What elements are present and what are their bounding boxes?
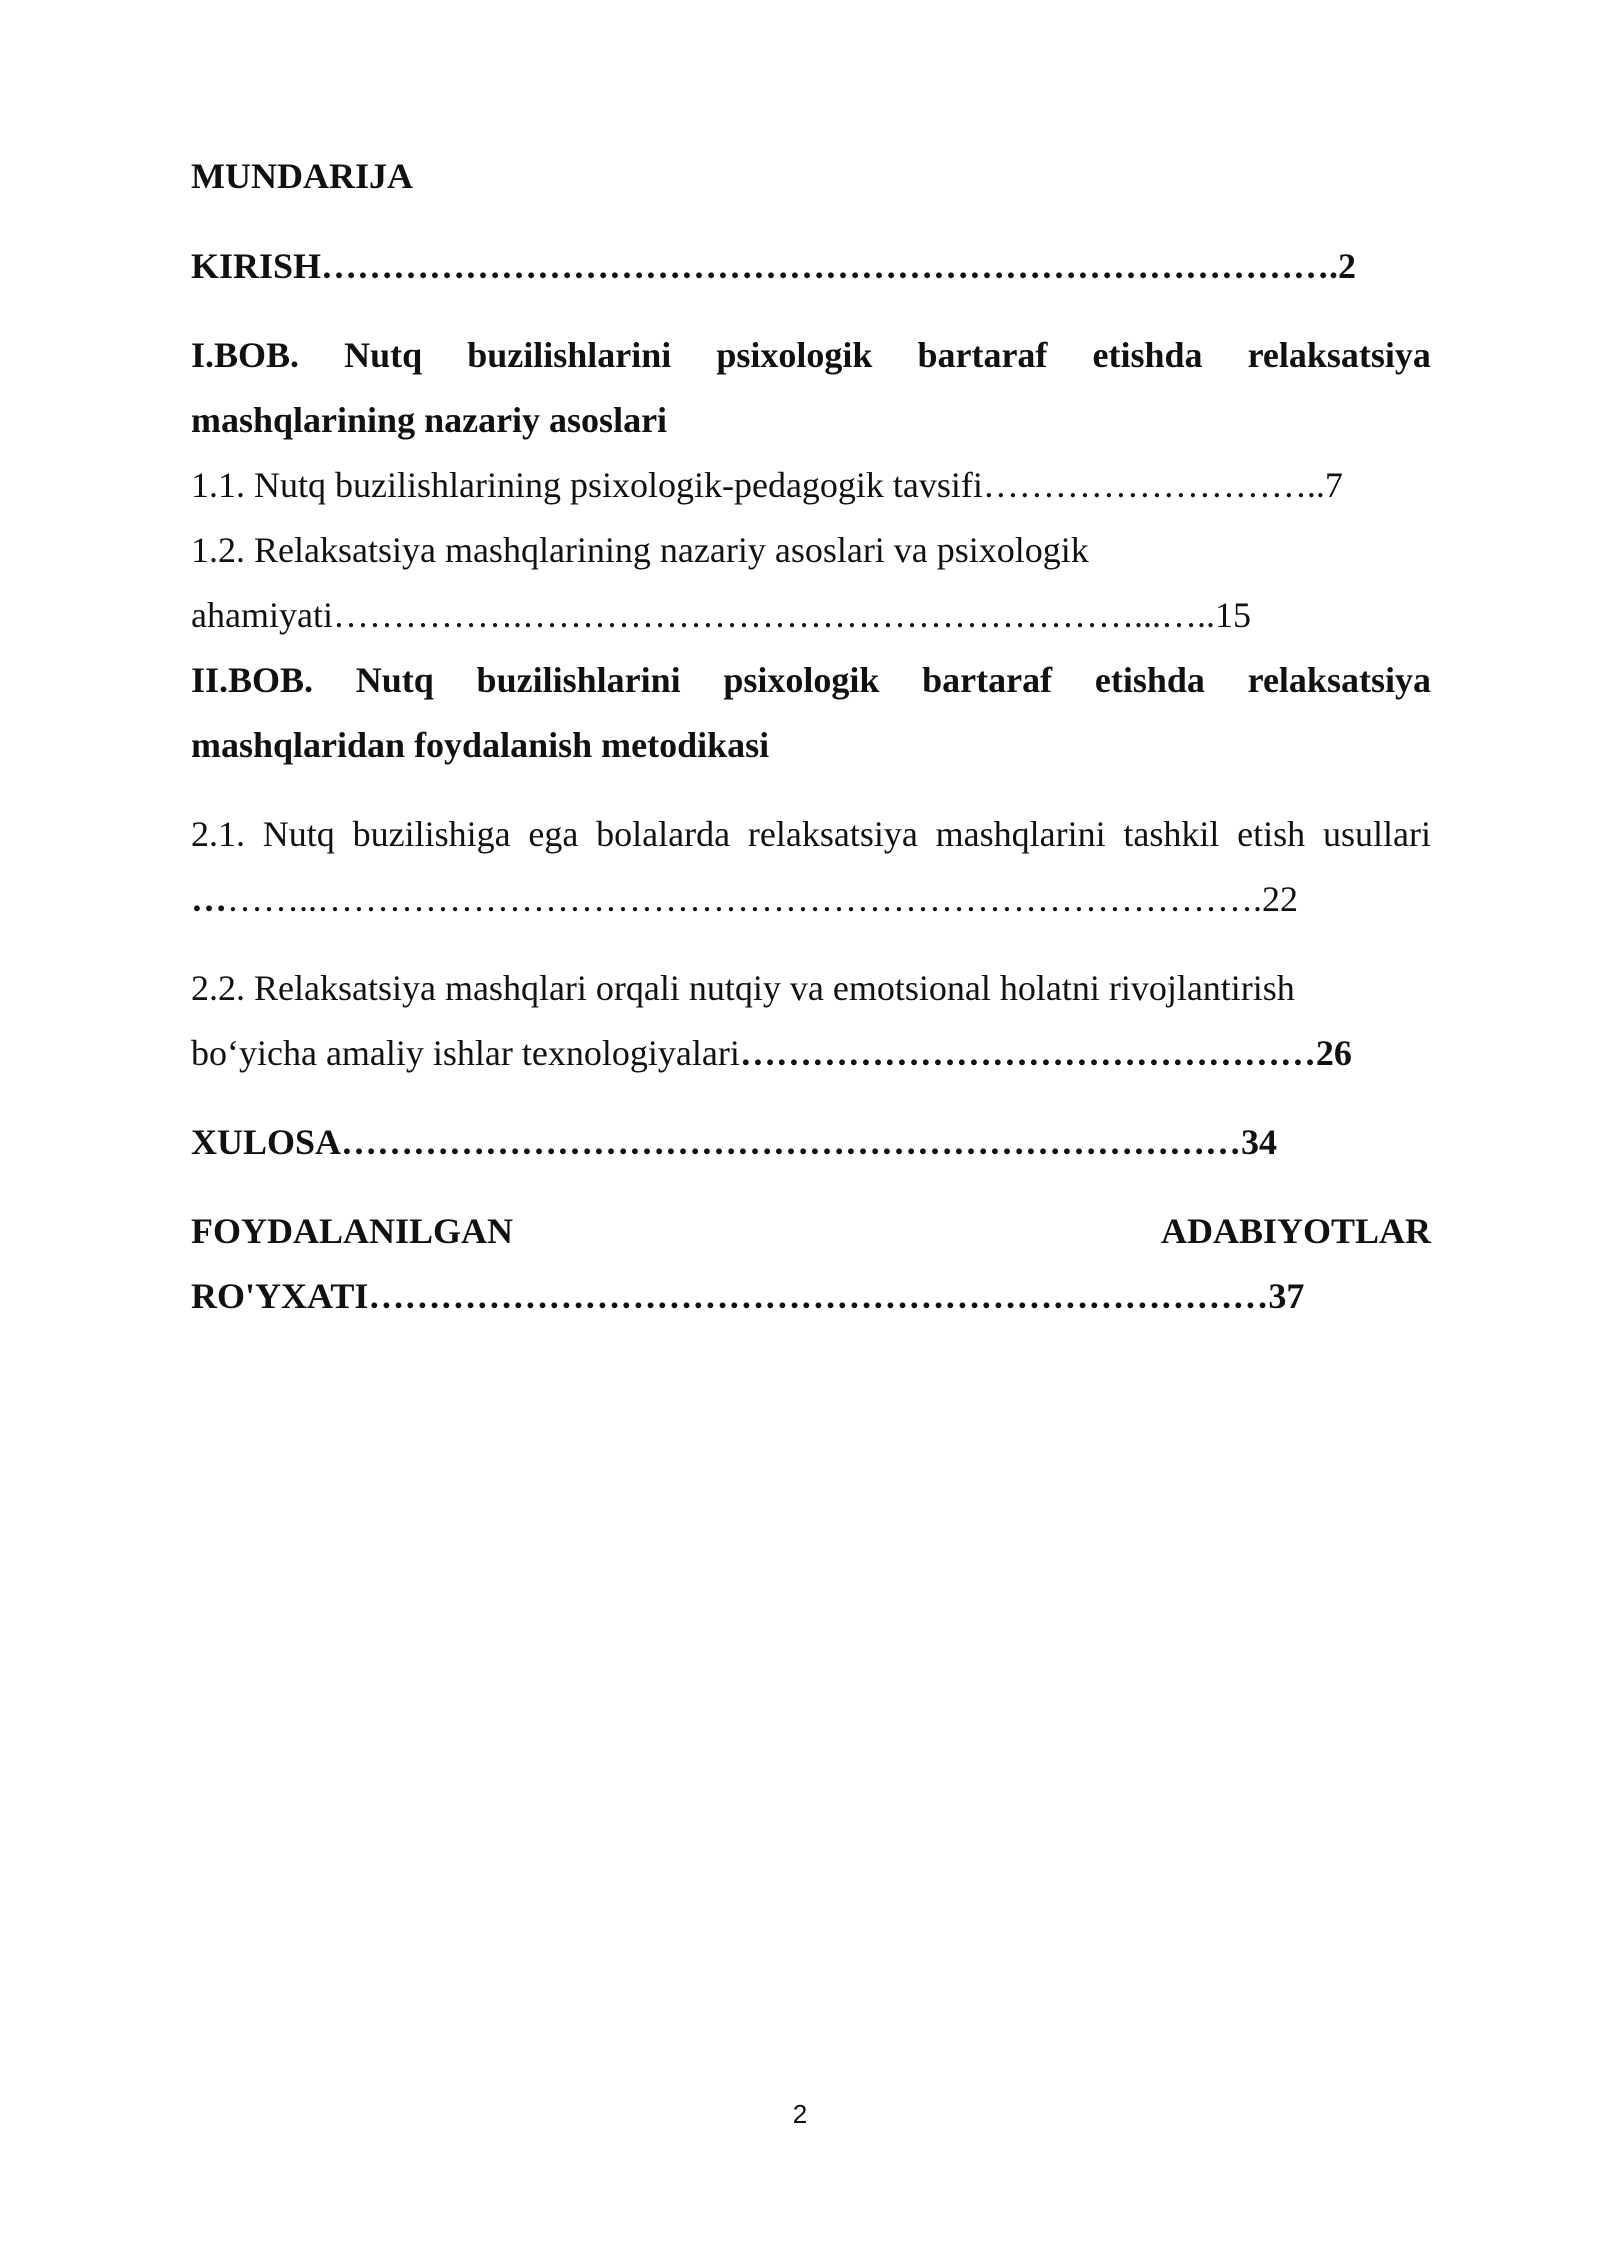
toc-entry-2-1-line2 [191, 867, 1431, 932]
references-line1 [191, 1199, 1431, 1264]
references-right-word: ADABIYOTLAR [1160, 1211, 1431, 1251]
toc-entry-2-2-text: bo‘yicha amaliy ishlar texnologiyalari [191, 1033, 740, 1073]
justified-word: tashkil [1123, 814, 1220, 854]
toc-entry-references [191, 1199, 1431, 1329]
table-of-contents [191, 146, 1431, 1329]
justified-word: bartaraf [917, 335, 1048, 375]
toc-entry-xulosa: XULOSA…………………………………………………………………34 [191, 1122, 1278, 1162]
justified-word: bartaraf [922, 660, 1053, 700]
justified-word: buzilishlarini [476, 660, 681, 700]
justified-word: buzilishlarini [467, 335, 672, 375]
justified-word: relaksatsiya [1247, 335, 1431, 375]
toc-entry-2-2-leader-page: …………………………………………26 [739, 1033, 1352, 1073]
toc-entry-2-1-leader: ……..…………………………………………………………………….22 [227, 879, 1298, 919]
justified-word: etish [1237, 814, 1306, 854]
toc-entry-1-1: 1.1. Nutq buzilishlarining psixologik-pedagogik tavsifi………………………..7 [191, 465, 1343, 505]
toc-title: MUNDARIJA [191, 156, 413, 196]
toc-entry-2-1-leader-bold: … [191, 879, 227, 919]
toc-entry-2-1 [191, 802, 1431, 932]
chapter-1-title-line1 [191, 323, 1431, 388]
justified-word: ega [528, 814, 579, 854]
toc-chapter-1 [191, 323, 1431, 453]
toc-entry-2-2-line1: 2.2. Relaksatsiya mashqlari orqali nutqiy va emotsional holatni rivojlantirish [191, 968, 1295, 1008]
justified-word: 2.1. [191, 814, 245, 854]
justified-word: buzilishiga [352, 814, 511, 854]
toc-entry-2-2-line2 [191, 1021, 1431, 1086]
justified-word: etishda [1094, 660, 1205, 700]
toc-entry-2-2 [191, 956, 1431, 1086]
justified-word: usullari [1322, 814, 1431, 854]
chapter-2-title-line2: mashqlaridan foydalanish metodikasi [191, 725, 770, 765]
justified-word: etishda [1092, 335, 1203, 375]
justified-word: Nutq [355, 660, 434, 700]
toc-chapter-2 [191, 648, 1431, 778]
justified-word: mashqlarini [935, 814, 1106, 854]
justified-word: II.BOB. [191, 660, 314, 700]
references-line2: RO'YXATI…………………………………………………………………37 [191, 1276, 1305, 1316]
toc-entry-kirish: KIRISH………………………………………………………………………….2 [191, 246, 1357, 286]
toc-entry-2-1-line1 [191, 802, 1431, 867]
chapter-1-title-line2: mashqlarining nazariy asoslari [191, 400, 668, 440]
justified-word: Nutq [344, 335, 423, 375]
justified-word: relaksatsiya [747, 814, 918, 854]
page-number: 2 [792, 2099, 808, 2129]
references-left-word: FOYDALANILGAN [191, 1211, 514, 1251]
justified-word: psixologik [716, 335, 873, 375]
toc-entry-1-2-line2: ahamiyati…………….……………………………………………...…..15 [191, 595, 1251, 635]
justified-word: relaksatsiya [1247, 660, 1431, 700]
justified-word: bolalarda [596, 814, 731, 854]
chapter-2-title-line1 [191, 648, 1431, 713]
justified-word: I.BOB. [191, 335, 300, 375]
justified-word: psixologik [723, 660, 880, 700]
toc-entry-1-2 [191, 518, 1431, 648]
toc-entry-1-2-line1: 1.2. Relaksatsiya mashqlarining nazariy asoslari va psixologik [191, 530, 1089, 570]
justified-word: Nutq [262, 814, 335, 854]
